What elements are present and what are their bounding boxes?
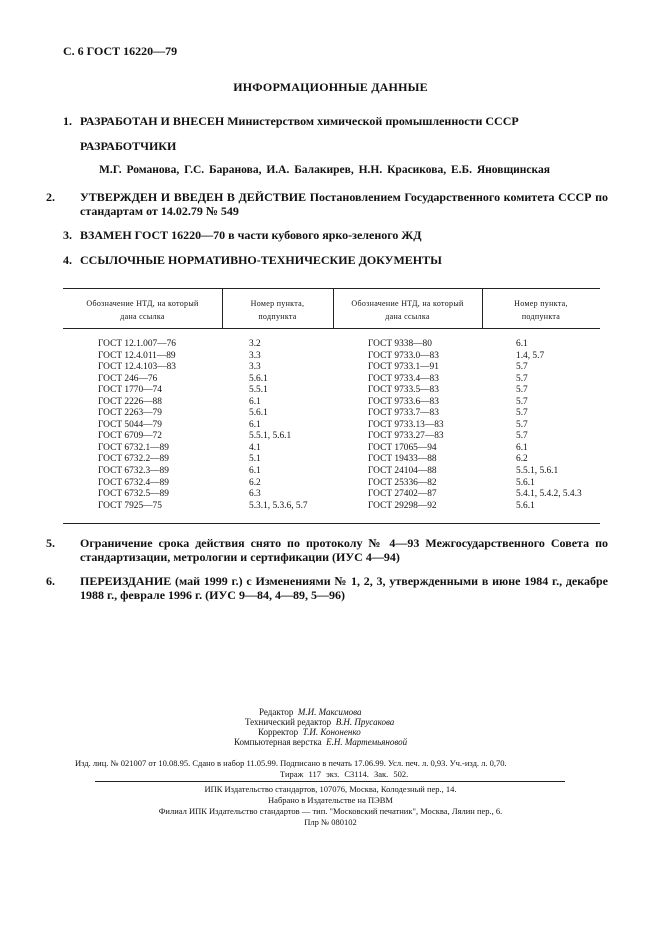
tech-editor-line: [245, 717, 394, 728]
header-item-line1: Номер пункта,: [514, 299, 568, 308]
table-cell: 3.2: [249, 339, 261, 349]
table-cell: ГОСТ 2226—88: [98, 396, 162, 407]
table-cell: ГОСТ 9733.13—83: [368, 419, 444, 430]
table-cell: 5.1: [249, 454, 261, 465]
table-cell: ГОСТ 9733.4—83: [368, 373, 439, 384]
table-cell: 4.1: [249, 442, 261, 453]
table-bottom-rule: [63, 523, 600, 524]
publisher-line-1: ИПК Издательство стандартов, 107076, Москва, Колодезный пер., 14.: [204, 784, 457, 794]
table-cell: ГОСТ 9338—80: [368, 339, 432, 349]
table-cell: 5.3.1, 5.3.6, 5.7: [249, 500, 308, 511]
item-2-text: Постановлением Государственного комитета СССР по стандартам от 14.02.79 № 549: [80, 190, 608, 218]
table-cell: ГОСТ 9733.0—83: [368, 350, 439, 361]
header-doc-line2: дана ссылка: [385, 312, 430, 321]
table-cell: ГОСТ 2263—79: [98, 408, 162, 419]
table-cell: ГОСТ 25336—82: [368, 477, 437, 488]
header-doc-line2: дана ссылка: [120, 312, 165, 321]
table-cell: 6.1: [249, 466, 261, 477]
table-cell: 6.2: [249, 477, 261, 488]
imprint-line-2: Тираж 117 экз. С3114. Зак. 502.: [280, 769, 409, 779]
item-4: [63, 253, 608, 267]
table-header-doc-right: [333, 297, 482, 323]
table-cell: ГОСТ 12.1.007—76: [98, 339, 176, 349]
right-doc-column: [368, 339, 444, 512]
item-4-heading: ССЫЛОЧНЫЕ НОРМАТИВНО-ТЕХНИЧЕСКИЕ ДОКУМЕНТЫ: [80, 253, 442, 267]
item-5: [46, 536, 608, 564]
table-cell: ГОСТ 6732.2—89: [98, 454, 169, 465]
corrector-line: [258, 727, 361, 738]
item-6-text: (май 1999 г.) с Изменениями № 1, 2, 3, утвержденными в июне 1984 г., декабре 1988 г., феврале 1996 г. (ИУС 9—84, 4—89, 5—96): [80, 574, 608, 602]
table-cell: 5.4.1, 5.4.2, 5.4.3: [516, 489, 582, 500]
table-cell: ГОСТ 24104—88: [368, 466, 437, 477]
table-cell: ГОСТ 6709—72: [98, 431, 162, 442]
left-item-column: [249, 339, 308, 512]
table-cell: 6.3: [249, 489, 261, 500]
table-cell: 5.7: [516, 385, 528, 396]
table-cell: ГОСТ 9733.27—83: [368, 431, 444, 442]
item-3-heading: ВЗАМЕН: [80, 228, 132, 242]
header-item-line1: Номер пункта,: [250, 299, 305, 308]
item-2: [46, 190, 608, 218]
header-doc-line1: Обозначение НТД, на который: [86, 299, 199, 308]
header-doc-line1: Обозначение НТД, на который: [351, 299, 464, 308]
table-cell: ГОСТ 9733.6—83: [368, 396, 439, 407]
table-cell: ГОСТ 6732.3—89: [98, 466, 169, 477]
table-cell: 1.4, 5.7: [516, 350, 545, 361]
developers-label: РАЗРАБОТЧИКИ: [80, 139, 177, 153]
editor-line: [259, 707, 361, 718]
tech-editor-name: В.Н. Прусакова: [335, 717, 395, 727]
tech-editor-label: Технический редактор: [245, 717, 332, 727]
table-cell: ГОСТ 9733.1—91: [368, 362, 439, 373]
publisher-line-3: Филиал ИПК Издательство стандартов — тип. "Московский печатник", Москва, Лялин пер., 6.: [158, 806, 503, 816]
item-1: [63, 114, 608, 128]
item-1-number: 1.: [63, 114, 72, 128]
table-header-rule: [63, 328, 600, 329]
header-item-line2: подпункта: [258, 312, 297, 321]
table-cell: 5.7: [516, 396, 528, 407]
table-cell: 5.7: [516, 373, 528, 384]
table-cell: 5.7: [516, 419, 528, 430]
table-header-doc-left: [63, 297, 222, 323]
table-cell: ГОСТ 9733.7—83: [368, 408, 439, 419]
table-cell: ГОСТ 29298—92: [368, 500, 437, 511]
table-cell: 3.3: [249, 362, 261, 373]
table-header-item-left: [222, 297, 333, 323]
left-doc-column: [98, 339, 176, 512]
table-cell: ГОСТ 1770—74: [98, 385, 162, 396]
table-cell: 3.3: [249, 350, 261, 361]
item-3-number: 3.: [63, 228, 72, 242]
imprint-line-1: Изд. лиц. № 021007 от 10.08.95. Сдано в набор 11.05.99. Подписано в печать 17.06.99. Усл. печ. л. 0,93. Уч.-изд. л. 0,70.: [75, 758, 507, 768]
table-cell: ГОСТ 246—76: [98, 373, 158, 384]
table-cell: 5.6.1: [516, 500, 535, 511]
table-cell: ГОСТ 12.4.011—89: [98, 350, 176, 361]
table-cell: ГОСТ 17065—94: [368, 442, 437, 453]
editor-label: Редактор: [259, 707, 294, 717]
table-cell: 5.7: [516, 362, 528, 373]
table-cell: 6.1: [249, 396, 261, 407]
publisher-line-4: Плр № 080102: [304, 817, 357, 827]
layout-label: Компьютерная верстка: [234, 737, 322, 747]
publisher-line-2: Набрано в Издательстве на ПЭВМ: [268, 795, 393, 805]
item-5-number: 5.: [46, 536, 55, 550]
table-cell: 5.6.1: [249, 373, 268, 384]
table-cell: 5.5.1, 5.6.1: [516, 466, 559, 477]
item-5-text: Ограничение срока действия снято по протоколу № 4—93 Межгосударственного Совета по стандартизации, метрологии и сертификации (ИУС 4—94): [80, 536, 608, 564]
table-header-item-right: [482, 297, 600, 323]
item-6-heading: ПЕРЕИЗДАНИЕ: [80, 574, 172, 588]
item-6: [46, 574, 608, 602]
item-6-number: 6.: [46, 574, 55, 588]
corrector-name: Т.И. Кононенко: [302, 727, 361, 737]
developers-names: М.Г. Романова, Г.С. Баранова, И.А. Балакирев, Н.Н. Красикова, Е.Б. Яновщинская: [99, 164, 550, 176]
table-cell: 6.1: [516, 339, 528, 349]
table-cell: 5.5.1: [249, 385, 268, 396]
table-cell: ГОСТ 6732.1—89: [98, 442, 169, 453]
corrector-label: Корректор: [258, 727, 299, 737]
item-1-text: Министерством химической промышленности СССР: [224, 114, 519, 128]
table-cell: 6.2: [516, 454, 528, 465]
item-1-heading: РАЗРАБОТАН И ВНЕСЕН: [80, 114, 225, 128]
table-cell: 5.7: [516, 408, 528, 419]
credits-rule: [95, 781, 565, 782]
table-cell: ГОСТ 5044—79: [98, 419, 162, 430]
table-cell: ГОСТ 19433—88: [368, 454, 437, 465]
table-top-rule: [63, 288, 600, 289]
table-cell: ГОСТ 12.4.103—83: [98, 362, 176, 373]
table-cell: ГОСТ 6732.4—89: [98, 477, 169, 488]
item-4-number: 4.: [63, 253, 72, 267]
table-cell: 5.6.1: [249, 408, 268, 419]
item-3-text: ГОСТ 16220—70 в части кубового ярко-зеленого ЖД: [131, 228, 422, 242]
table-cell: 5.7: [516, 431, 528, 442]
table-cell: 6.1: [516, 442, 528, 453]
table-cell: ГОСТ 9733.5—83: [368, 385, 439, 396]
item-2-number: 2.: [46, 190, 55, 204]
right-item-column: [516, 339, 582, 512]
table-cell: 5.6.1: [516, 477, 535, 488]
layout-name: Е.Н. Мартемьяновой: [326, 737, 408, 747]
table-cell: ГОСТ 27402—87: [368, 489, 437, 500]
layout-line: [234, 737, 407, 748]
editor-name: М.И. Максимова: [297, 707, 362, 717]
header-item-line2: подпункта: [521, 312, 561, 321]
item-2-heading: УТВЕРЖДЕН И ВВЕДЕН В ДЕЙСТВИЕ: [80, 190, 307, 204]
table-cell: ГОСТ 6732.5—89: [98, 489, 169, 500]
item-3: [63, 228, 608, 242]
table-cell: 5.5.1, 5.6.1: [249, 431, 292, 442]
page-header: С. 6 ГОСТ 16220—79: [63, 44, 178, 58]
table-cell: 6.1: [249, 419, 261, 430]
table-cell: ГОСТ 7925—75: [98, 500, 162, 511]
page-title: ИНФОРМАЦИОННЫЕ ДАННЫЕ: [233, 80, 428, 94]
